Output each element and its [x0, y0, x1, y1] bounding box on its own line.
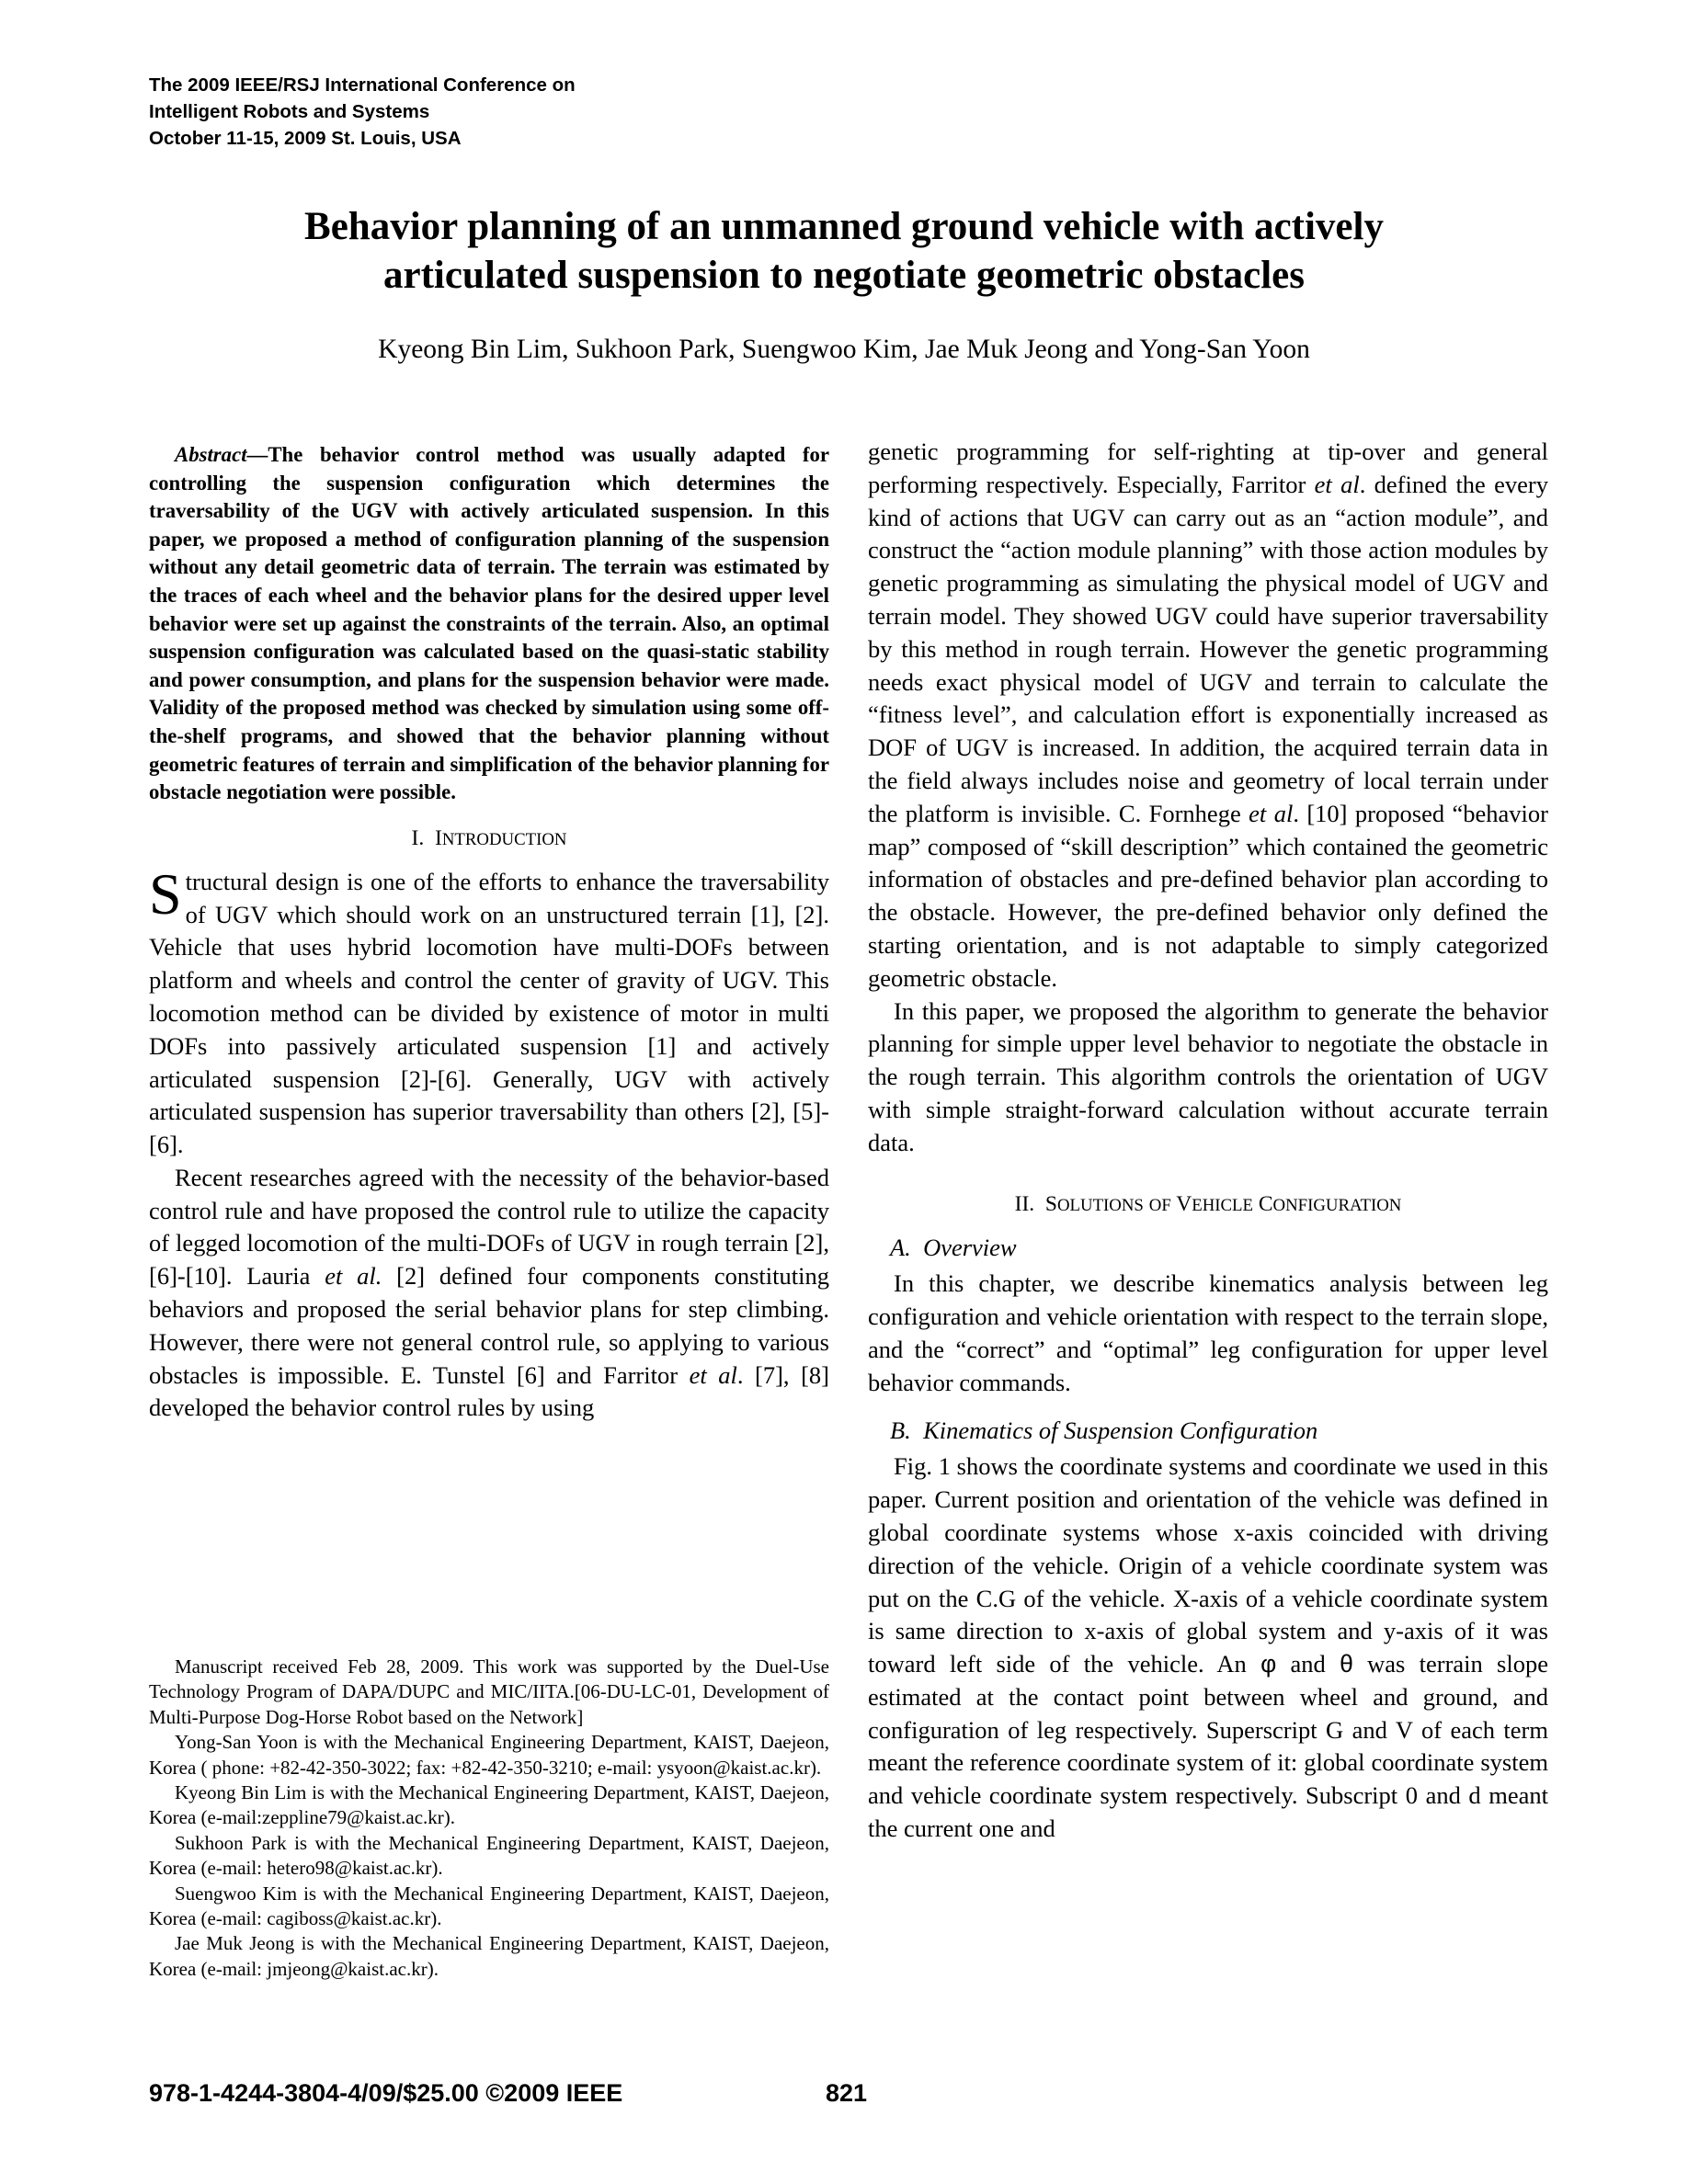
conference-line-1: The 2009 IEEE/RSJ International Conference on — [149, 74, 576, 96]
footer-isbn: 978-1-4244-3804-4/09/$25.00 ©2009 IEEE — [149, 2079, 623, 2107]
conference-dates: October 11-15, 2009 St. Louis, USA — [149, 128, 462, 149]
right-paragraph-2: In this paper, we proposed the algorithm to generate the behavior planning for simple upper level behavior to negotiate the obstacle in the rough terrain. This algorithm controls the orientation of UGV with simple straight-forward calculation without accurate terrain data. — [868, 996, 1548, 1156]
kinematics-paragraph: Fig. 1 shows the coordinate systems and coordinate we used in this paper. Current position and orientation of the vehicle was defined in global coordinate systems whose x-axis coincided with driving direction of the vehicle. Origin of a vehicle coordinate system was put on the C.G of the vehicle. X-axis of a vehicle coordinate system is same direction to x-axis of global system and y-axis of it was toward left side of the vehicle. An φ and θ was terrain slope estimated at the contact point between wheel and ground, and configuration of leg respectively. Superscript G and V of each term meant the reference coordinate system of it: global coordinate system and vehicle coordinate system respectively. Subscript 0 and d meant the current one and — [868, 1452, 1548, 1843]
overview-paragraph: In this chapter, we describe kinematics analysis between leg configuration and vehicle orientation with respect to the terrain slope, and the “correct” and “optimal” leg configuration for upper level behavior commands. — [868, 1269, 1548, 1396]
footnote-manuscript: Manuscript received Feb 28, 2009. This work was supported by the Duel-Use Technology Program of DAPA/DUPC and MIC/IITA.[06-DU-LC-01, Development of Multi-Purpose Dog-Horse Robot based on the Network] — [149, 1655, 829, 1728]
abstract — [149, 441, 829, 807]
paper-title — [0, 202, 1688, 300]
title-line-1: Behavior planning of an unmanned ground vehicle with actively — [304, 205, 1384, 248]
section-heading-solutions: II. SOLUTIONS OF VEHICLE CONFIGURATION — [1014, 1191, 1402, 1216]
author-list: Kyeong Bin Lim, Sukhoon Park, Suengwoo Kim, Jae Muk Jeong and Yong-San Yoon — [378, 335, 1310, 364]
abstract-text: —The behavior control method was usually adapted for controlling the suspension configuration which determines the traversability of the UGV with actively articulated suspension. In this paper, we proposed a method of configuration planning of the suspension without any detail geometric data of terrain. The terrain was estimated by the traces of each wheel and the behavior plans for the desired upper level behavior were set up against the constraints of the terrain. Also, an optimal suspension configuration was calculated based on the quasi-static stability and power consumption, and plans for the suspension behavior were made. Validity of the proposed method was checked by simulation using some off-the-shelf programs, and showed that the behavior planning without geometric features of terrain and simplification of the behavior planning for obstacle negotiation were possible. — [149, 443, 829, 804]
footnote-author: Jae Muk Jeong is with the Mechanical Engineering Department, KAIST, Daejeon, Korea (e-mail: jmjeong@kaist.ac.kr). — [149, 1932, 829, 1980]
footnote-author: Sukhoon Park is with the Mechanical Engineering Department, KAIST, Daejeon, Korea (e-mail: hetero98@kaist.ac.kr). — [149, 1831, 829, 1880]
conference-line-2: Intelligent Robots and Systems — [149, 101, 430, 122]
footnote-author: Suengwoo Kim is with the Mechanical Engineering Department, KAIST, Daejeon, Korea (e-mail: cagiboss@kaist.ac.kr). — [149, 1882, 829, 1930]
title-line-2: articulated suspension to negotiate geometric obstacles — [383, 254, 1305, 297]
subsection-heading-kinematics: B. Kinematics of Suspension Configuration — [890, 1416, 1318, 1444]
section-heading-introduction: I. INTRODUCTION — [411, 825, 567, 850]
phi-symbol: φ — [1260, 1650, 1277, 1678]
footnote-author: Kyeong Bin Lim is with the Mechanical Engineering Department, KAIST, Daejeon, Korea (e-mail:zeppline79@kaist.ac.kr). — [149, 1781, 829, 1829]
intro-paragraph-1: Structural design is one of the efforts to enhance the traversability of UGV which should work on an unstructured terrain [1], [2]. Vehicle that uses hybrid locomotion have multi-DOFs between platform and wheels and control the center of gravity of UGV. This locomotion method can be divided by existence of motor in multi DOFs into passively articulated suspension [1] and actively articulated suspension [2]-[6]. Generally, UGV with actively articulated suspension has superior traversability than others [2], [5]-[6]. — [149, 860, 829, 1159]
right-paragraph-1: genetic programming for self-righting at tip-over and general performing respectively. Especially, Farritor et al. defined the every kind of actions that UGV can carry out as an “action module”, and construct the “action module planning” with those action modules by genetic programming as simulating the physical model of UGV and terrain model. They showed UGV could have superior traversability by this method in rough terrain. However the genetic programming needs exact physical model of UGV and terrain to calculate the “fitness level”, and calculation effort is exponentially increased as DOF of UGV is increased. In addition, the acquired terrain data in the field always includes noise and geometry of local terrain under the platform is invisible. C. Fornhege et al. [10] proposed “behavior map” composed of “skill description” which contained the geometric information of obstacles and pre-defined behavior plan according to the obstacle. However, the pre-defined behavior only defined the starting orientation, and is not adaptable to simply categorized geometric obstacle. — [868, 438, 1548, 992]
footnote-author: Yong-San Yoon is with the Mechanical Engineering Department, KAIST, Daejeon, Korea ( phone: +82-42-350-3022; fax: +82-42-350-3210; e-mail: ysyoon@kaist.ac.kr). — [149, 1731, 829, 1779]
footnotes — [149, 1655, 829, 1982]
subsection-heading-overview: A. Overview — [890, 1233, 1017, 1261]
abstract-label: Abstract — [175, 443, 247, 466]
drop-cap: S — [149, 860, 182, 927]
left-column — [149, 441, 829, 1425]
theta-symbol: θ — [1340, 1650, 1353, 1678]
conference-header — [149, 72, 793, 152]
right-column — [868, 436, 1548, 1846]
page-number: 821 — [826, 2079, 868, 2107]
intro-paragraph-2: Recent researches agreed with the necessity of the behavior-based control rule and have proposed the control rule to utilize the capacity of legged locomotion of the multi-DOFs of UGV in rough terrain [2], [6]-[10]. Lauria et al. [2] defined four components constituting behaviors and proposed the serial behavior plans for step climbing. However, there were not general control rule, so applying to various obstacles is impossible. E. Tunstel [6] and Farritor et al. [7], [8] developed the behavior control rules by using — [149, 1163, 829, 1422]
